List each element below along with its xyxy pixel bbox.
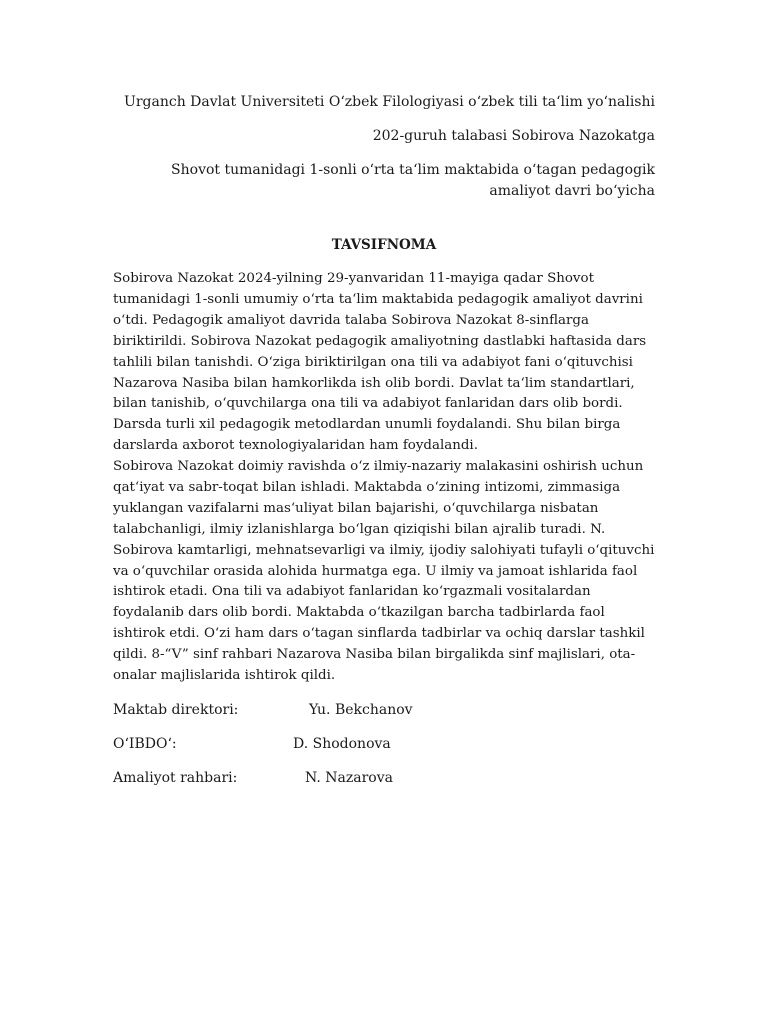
signature-name: Yu. Bekchanov (309, 702, 413, 718)
signature-label: Maktab direktori: (113, 702, 239, 718)
signature-name: N. Nazarova (305, 770, 393, 786)
document-page (113, 0, 655, 1024)
signature-row-deputy (113, 734, 655, 754)
signature-label: Amaliyot rahbari: (113, 770, 238, 786)
signature-name: D. Shodonova (293, 736, 391, 752)
body-paragraph-2: Sobirova Nazokat doimiy ravishda o‘z ilmiy-nazariy malakasini oshirish uchun qat‘iyat va sabr-toqat bilan ishladi. Maktabda o‘zining intizomi, zimmasiga yuklangan vazifalarni mas‘uliyat bilan bajarishi, o‘quvchilarga nisbatan talabchanligi, ilmiy izlanishlarga bo‘lgan qiziqishi bilan ajralib turadi. N. Sobirova kamtarligi, mehnatsevarligi va ilmiy, ijodiy salohiyati tufayli o‘qituvchi va o‘quvchilar orasida alohida hurmatga ega. U ilmiy va jamoat ishlarida faol ishtirok etadi. Ona tili va adabiyot fanlaridan ko‘rgazmali vositalardan foydalanib dars olib bordi. Maktabda o‘tkazilgan barcha tadbirlarda faol ishtirok etdi. O‘zi ham dars o‘tagan sinflarda tadbirlar va ochiq darslar tashkil qildi. 8-“V” sinf rahbari Nazarova Nasiba bilan birgalikda sinf majlislari, ota-onalar majlislarida ishtirok qildi. (113, 459, 655, 684)
signature-row-supervisor (113, 768, 655, 788)
document-title: TAVSIFNOMA (331, 237, 437, 253)
student-line: 202-guruh talabasi Sobirova Nazokatga (372, 128, 655, 144)
signature-row-director (113, 700, 655, 720)
body-paragraph-1: Sobirova Nazokat 2024-yilning 29-yanvaridan 11-mayiga qadar Shovot tumanidagi 1-sonli umumiy o‘rta ta‘lim maktabida pedagogik amaliyot davrini o‘tdi. Pedagogik amaliyot davrida talaba Sobirova Nazokat 8-sinflarga biriktirildi. Sobirova Nazokat pedagogik amaliyotning dastlabki haftasida dars tahlili bilan tanishdi. O‘ziga biriktirilgan ona tili va adabiyot fani o‘qituvchisi Nazarova Nasiba bilan hamkorlikda ish olib bordi. Davlat ta‘lim standartlari, bilan tanishib, o‘quvchilarga ona tili va adabiyot fanlaridan dars olib bordi. Darsda turli xil pedagogik metodlardan unumli foydalandi. Shu bilan birga darslarda axborot texnologiyalaridan ham foydalandi. (113, 271, 647, 454)
practice-line: Shovot tumanidagi 1-sonli o‘rta ta‘lim maktabida o‘tagan pedagogik amaliyot davri bo‘yicha (171, 162, 655, 199)
university-line: Urganch Davlat Universiteti O‘zbek Filologiyasi o‘zbek tili ta‘lim yo‘nalishi (124, 94, 655, 110)
signature-label: O‘IBDO‘: (113, 736, 177, 752)
